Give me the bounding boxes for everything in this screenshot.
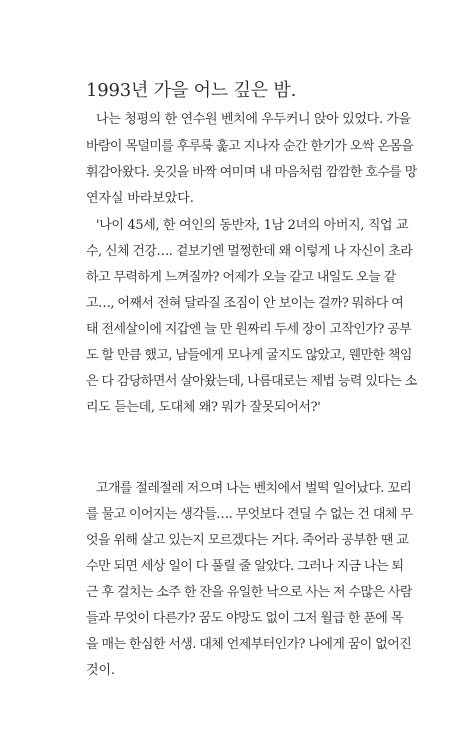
paragraph-1-line-2: 바람이 목덜미를 후루룩 훑고 지나자 순간 한기가 오싹 온몸을	[86, 139, 414, 154]
paragraph-1-line-3: 휘감아왔다. 옷깃을 바짝 여미며 내 마음처럼 깜깜한 호수를 망	[86, 165, 417, 180]
paragraph-3-line-5: 근 후 걸치는 소주 한 잔을 유일한 낙으로 사는 저 수많은 사람	[86, 585, 412, 600]
paragraph-3-line-3: 엇을 위해 살고 있는지 모르겠다는 거다. 죽어라 공부한 땐 교	[86, 533, 409, 548]
paragraph-2-line-3: 하고 무력하게 느껴질까? 어제가 오늘 같고 내일도 오늘 같	[86, 270, 396, 285]
paragraph-3-line-8: 것이.	[86, 663, 115, 678]
paragraph-2-line-1: '나이 45세, 한 여인의 동반자, 1남 2녀의 아버지, 직업 교	[96, 218, 409, 233]
paragraph-3-line-6: 들과 무엇이 다른가? 꿈도 야망도 없이 그저 월급 한 푼에 목	[86, 611, 403, 626]
paragraph-3-line-1: 고개를 절레절레 저으며 나는 벤치에서 벌떡 일어났다. 꼬리	[96, 481, 412, 496]
paragraph-3-line-2: 를 물고 이어지는 생각들…. 무엇보다 견딜 수 없는 건 대체 무	[86, 507, 413, 522]
paragraph-2-line-2: 수, 신체 건강…. 겉보기엔 멀쩡한데 왜 이렇게 나 자신이 초라	[86, 244, 413, 259]
section-heading: 1993년 가을 어느 깊은 밤.	[86, 80, 297, 101]
paragraph-3-line-4: 수만 되면 세상 일이 다 풀릴 줄 알았다. 그러나 지금 나는 퇴	[86, 559, 404, 574]
paragraph-2-line-5: 태 전세살이에 지갑엔 늘 만 원짜리 두세 장이 고작인가? 공부	[86, 322, 412, 337]
paragraph-2-line-6: 도 할 만큼 했고, 남들에게 모나게 굴지도 않았고, 웬만한 책임	[86, 348, 412, 363]
paragraph-3-line-7: 을 매는 한심한 서생. 대체 언제부터인가? 나에게 꿈이 없어진	[86, 637, 412, 652]
paragraph-2-line-4: 고…, 어째서 전혀 달라질 조짐이 안 보이는 걸까? 뭐하다 여	[86, 296, 404, 311]
paragraph-2-line-7: 은 다 감당하면서 살아왔는데, 나름대로는 제법 능력 있다는 소	[86, 374, 417, 389]
paragraph-1-line-1: 나는 청평의 한 연수원 벤치에 우두커니 앉아 있었다. 가을	[96, 112, 411, 127]
paragraph-1-line-4: 연자실 바라보았다.	[86, 191, 194, 206]
paragraph-2-line-8: 리도 듣는데, 도대체 왜? 뭐가 잘못되어서?'	[86, 400, 321, 415]
